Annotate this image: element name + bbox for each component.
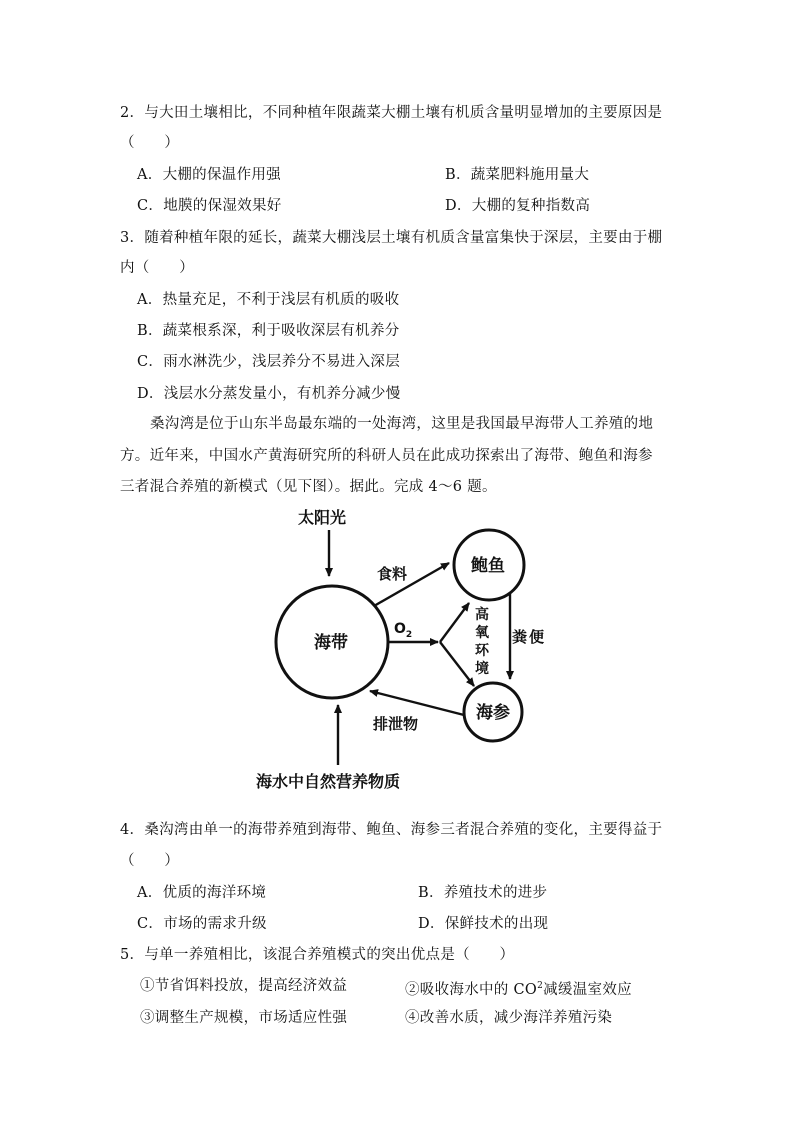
q2-option-b: B．蔬菜肥料施用量大 (445, 167, 590, 183)
feces-label (512, 628, 544, 646)
abalone-label: 鲍鱼 (471, 556, 505, 576)
q3-stem-line1: 3．随着种植年限的延长，蔬菜大棚浅层土壤有机质含量富集快于深层，主要由于棚 (120, 230, 663, 246)
q3-option-c: C．雨水淋洗少，浅层养分不易进入深层 (137, 354, 400, 370)
q3-option-d: D．浅层水分蒸发量小，有机养分减少慢 (137, 386, 401, 402)
sunlight-label: 太阳光 (298, 508, 347, 527)
oxygen-to-abalone-arrow (440, 603, 469, 642)
q2-option-d: D．大棚的复种指数高 (445, 198, 591, 214)
excreta-label: 排泄物 (373, 715, 419, 733)
high-oxygen-label (475, 606, 490, 677)
q4-option-b: B．养殖技术的进步 (418, 885, 548, 901)
passage-line2: 方。近年来，中国水产黄海研究所的科研人员在此成功探索出了海带、鲍鱼和海参 (120, 448, 653, 464)
q5-option-3: ③调整生产规模，市场适应性强 (140, 1010, 348, 1026)
q5-stem: 5．与单一养殖相比，该混合养殖模式的突出优点是（ ） (120, 947, 515, 963)
q3-option-a: A．热量充足，不利于浅层有机质的吸收 (137, 292, 400, 308)
passage-line1: 桑沟湾是位于山东半岛最东端的一处海湾，这里是我国最早海带人工养殖的地 (150, 416, 654, 432)
q3-option-b: B．蔬菜根系深，利于吸收深层有机养分 (137, 323, 400, 339)
svg-text:氧: 氧 (475, 625, 489, 641)
q5-option-4: ④改善水质，减少海洋养殖污染 (405, 1010, 613, 1026)
q3-stem-line2: 内（ ） (120, 260, 194, 276)
sea-cucumber-label: 海参 (476, 703, 510, 723)
svg-text:便: 便 (529, 628, 545, 646)
q2-option-a: A．大棚的保温作用强 (137, 167, 281, 183)
passage-line3: 三者混合养殖的新模式（见下图）。据此。完成 4～6 题。 (120, 479, 497, 495)
oxygen-to-sea-cucumber-arrow (440, 642, 474, 686)
q4-option-a: A．优质的海洋环境 (137, 885, 267, 901)
svg-text:环: 环 (475, 643, 489, 659)
excreta-arrow (370, 691, 464, 715)
q2-option-c: C．地膜的保湿效果好 (137, 198, 282, 214)
o2-label: $O_2$ (394, 621, 413, 640)
q4-stem-line2: （ ） (120, 853, 180, 869)
q5-option-1: ①节省饵料投放，提高经济效益 (140, 978, 348, 994)
q4-option-d: D．保鲜技术的出现 (418, 916, 549, 932)
nutrients-label: 海水中自然营养物质 (256, 772, 401, 791)
q4-stem-line1: 4．桑沟湾由单一的海带养殖到海带、鲍鱼、海参三者混合养殖的变化，主要得益于 (120, 822, 663, 838)
q2-stem-line1: 2．与大田土壤相比，不同种植年限蔬菜大棚土壤有机质含量明显增加的主要原因是 (120, 105, 663, 121)
q4-option-c: C．市场的需求升级 (137, 916, 267, 932)
svg-text:境: 境 (475, 661, 489, 677)
kelp-label: 海带 (314, 633, 348, 653)
q2-stem-line2: （ ） (120, 135, 180, 151)
svg-text:高: 高 (475, 607, 489, 623)
svg-text:粪: 粪 (512, 628, 528, 646)
q5-option-2: ②吸收海水中的 $CO^2$减缓温室效应 (405, 981, 632, 998)
food-label: 食料 (377, 565, 408, 583)
aquaculture-diagram (246, 502, 552, 804)
